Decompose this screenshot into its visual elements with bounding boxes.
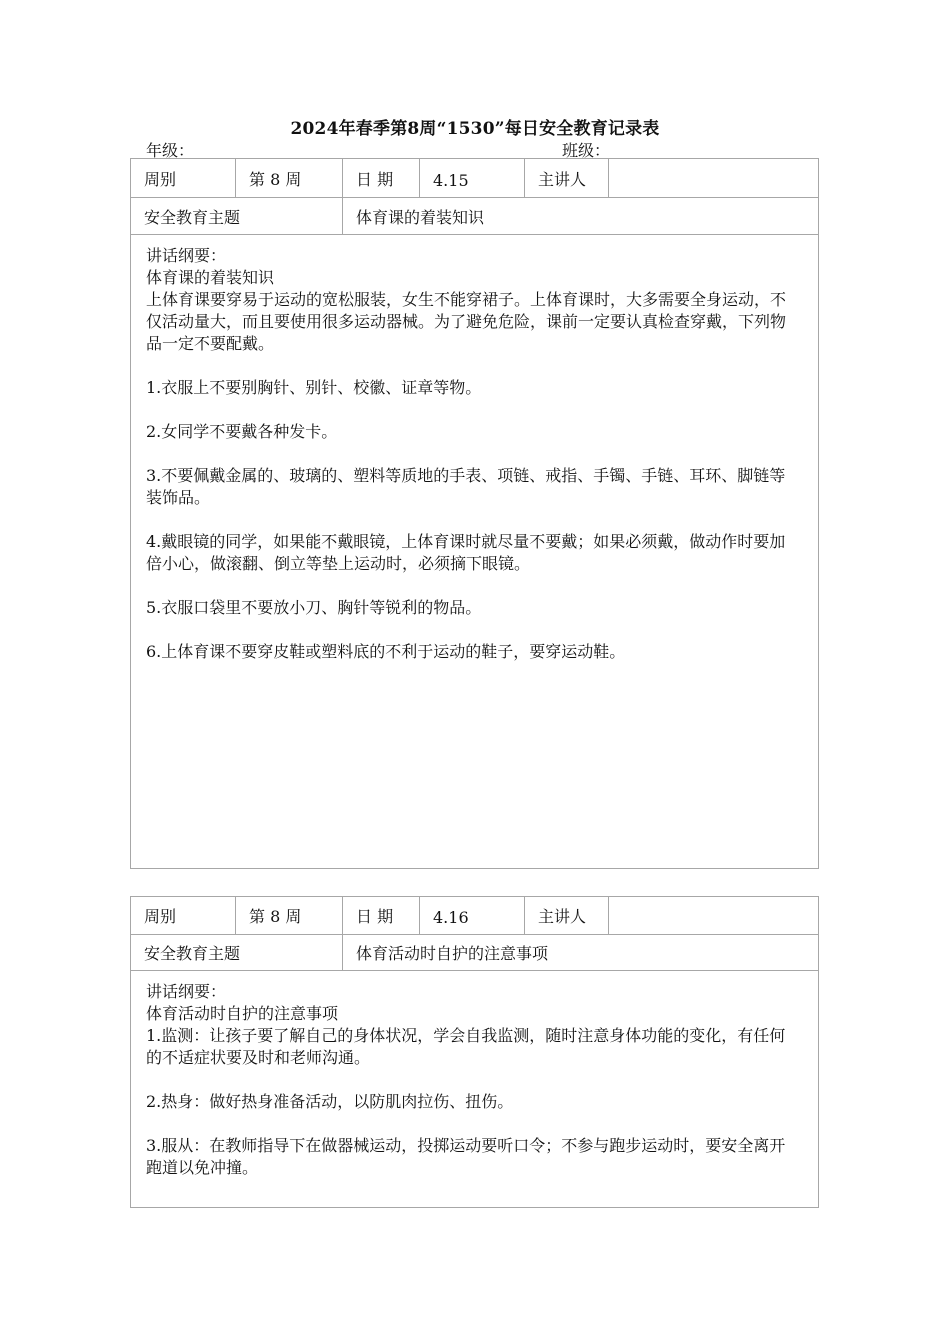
week-value: 第 8 周 — [236, 159, 343, 198]
week-value: 第 8 周 — [236, 897, 343, 935]
outline-item: 4.戴眼镜的同学，如果能不戴眼镜，上体育课时就尽量不要戴；如果必须戴，做动作时要加倍小心，做滚翻、倒立等垫上运动时，必须摘下眼镜。 — [146, 532, 786, 573]
theme-label: 安全教育主题 — [131, 198, 343, 235]
outline-cell — [131, 235, 819, 869]
theme-row — [131, 198, 819, 235]
outline-row — [131, 235, 819, 869]
date-value: 4.16 — [433, 908, 469, 927]
theme-label: 安全教育主题 — [131, 935, 343, 971]
speaker-label: 主讲人 — [525, 897, 609, 935]
outline-item: 3.不要佩戴金属的、玻璃的、塑料等质地的手表、项链、戒指、手镯、手链、耳环、脚链等装饰品。 — [146, 466, 786, 507]
record-table-1 — [130, 158, 819, 869]
outline-item: 1.衣服上不要别胸针、别针、校徽、证章等物。 — [146, 378, 482, 397]
page-title: 2024年春季第8周“1530”每日安全教育记录表 — [290, 119, 660, 139]
speaker-value — [609, 897, 819, 935]
outline-item: 6.上体育课不要穿皮鞋或塑料底的不利于运动的鞋子，要穿运动鞋。 — [146, 642, 626, 661]
grade-label: 年级： — [146, 141, 195, 160]
date-label: 日 期 — [343, 159, 420, 198]
week-label: 周别 — [131, 159, 236, 198]
outline-item: 3.服从：在教师指导下在做器械运动，投掷运动要听口令；不参与跑步运动时，要安全离开跑道以免冲撞。 — [146, 1136, 786, 1177]
outline-item: 5.衣服口袋里不要放小刀、胸针等锐利的物品。 — [146, 598, 482, 617]
class-label: 班级： — [562, 141, 611, 160]
outline-item: 2.热身：做好热身准备活动，以防肌肉拉伤、扭伤。 — [146, 1092, 514, 1111]
outline-item: 2.女同学不要戴各种发卡。 — [146, 422, 338, 441]
outline-item: 1.监测：让孩子要了解自己的身体状况，学会自我监测，随时注意身体功能的变化，有任何的不适症状要及时和老师沟通。 — [146, 1026, 786, 1067]
theme-row — [131, 935, 819, 971]
speaker-label: 主讲人 — [525, 159, 609, 198]
date-label: 日 期 — [343, 897, 420, 935]
date-cell — [420, 897, 525, 935]
theme-value: 体育活动时自护的注意事项 — [343, 935, 819, 971]
theme-value: 体育课的着装知识 — [343, 198, 819, 235]
speaker-value — [609, 159, 819, 198]
record-header-row — [131, 159, 819, 198]
date-cell — [420, 159, 525, 198]
outline-cell — [131, 971, 819, 1208]
outline-intro: 上体育课要穿易于运动的宽松服装，女生不能穿裙子。上体育课时，大多需要全身运动，不仅活动量大，而且要使用很多运动器械。为了避免危险，课前一定要认真检查穿戴，下列物品一定不要配戴。 — [146, 290, 787, 353]
outline-title: 体育活动时自护的注意事项 — [146, 1004, 339, 1023]
outline-label: 讲话纲要： — [146, 982, 227, 1001]
record-table-2 — [130, 896, 819, 1208]
record-header-row — [131, 897, 819, 935]
outline-title: 体育课的着装知识 — [146, 268, 275, 287]
outline-label: 讲话纲要： — [146, 246, 227, 265]
outline-row — [131, 971, 819, 1208]
date-value: 4.15 — [433, 170, 469, 190]
week-label: 周别 — [131, 897, 236, 935]
